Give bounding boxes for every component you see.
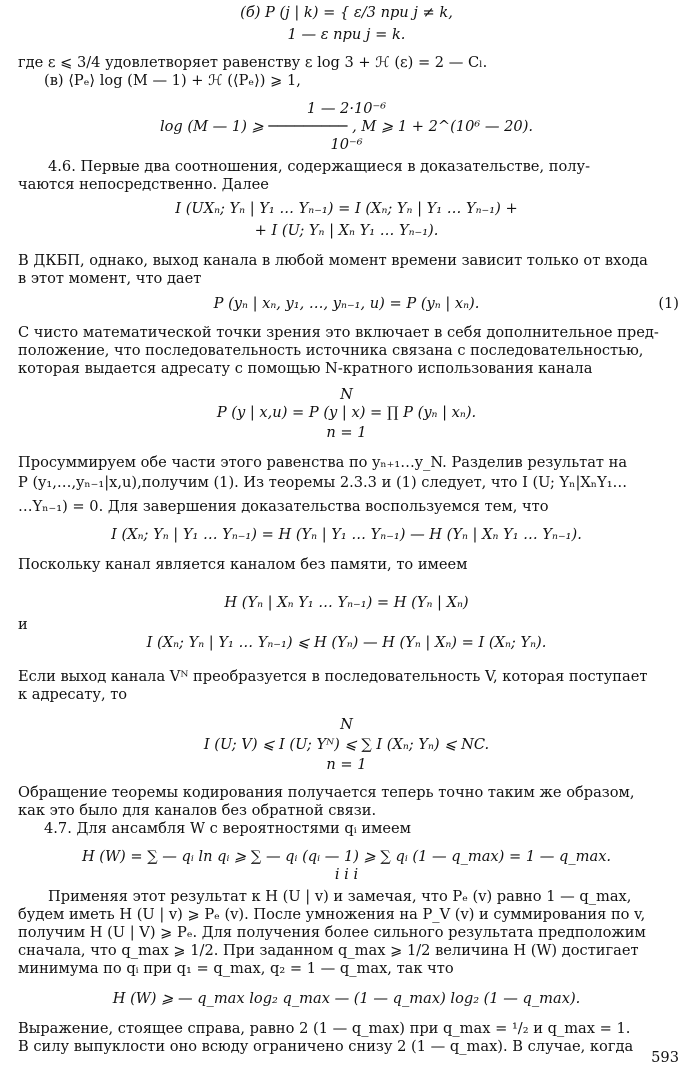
text-line: log (M — 1) ⩾ ───────── , M ⩾ 1 + 2^(10⁶ — 20). [159,118,534,135]
text-line: n = 1 [326,756,367,773]
text-line: Обращение теоремы кодирования получается теперь точно таким же образом, [18,784,635,801]
text-line: которая выдается адресату с помощью N-кратного использования канала [18,360,593,377]
text-line: (б) P (j | k) = { ε/3 при j ≠ k, [240,4,453,21]
text-line: 1 — 2·10⁻⁶ [306,100,387,117]
text-line: N [340,716,353,733]
text-line: + I (U; Yₙ | Xₙ Y₁ … Yₙ₋₁). [254,222,439,239]
text-line: Поскольку канал является каналом без памяти, то имеем [18,556,468,573]
text-line: Применяя этот результат к H (U | v) и замечая, что Pₑ (v) равно 1 — q_max, [48,888,632,905]
text-line: H (Yₙ | Xₙ Y₁ … Yₙ₋₁) = H (Yₙ | Xₙ) [224,594,469,611]
text-line: 10⁻⁶ [330,136,363,153]
text-line: к адресату, то [18,686,128,703]
text-line: 1 — ε при j = k. [287,26,406,43]
text-line: P (y₁,…,yₙ₋₁|x,u),получим (1). Из теоремы 2.3.3 и (1) следует, что I (U; Yₙ|XₙY₁… [18,474,628,491]
text-line: Просуммируем обе части этого равенства по yₙ₊₁…y_N. Разделив результат на [18,454,628,471]
text-line: I (U; V) ⩽ I (U; Yᴺ) ⩽ ∑ I (Xₙ; Yₙ) ⩽ NC. [203,736,490,753]
text-line: n = 1 [326,424,367,441]
text-line: I (UXₙ; Yₙ | Y₁ … Yₙ₋₁) = I (Xₙ; Yₙ | Y₁ … Yₙ₋₁) + [175,200,518,217]
page-number: 593 [651,1049,679,1066]
text-line: и [18,616,28,633]
text-line: (в) ⟨Pₑ⟩ log (M — 1) + ℋ (⟨Pₑ⟩) ⩾ 1, [44,72,301,89]
text-line: В силу выпуклости оно всюду ограничено снизу 2 (1 — q_max). В случае, когда [18,1038,634,1055]
text-line: I (Xₙ; Yₙ | Y₁ … Yₙ₋₁) = H (Yₙ | Y₁ … Yₙ₋₁) — H (Yₙ | Xₙ Y₁ … Yₙ₋₁). [111,526,582,543]
text-line: сначала, что q_max ⩾ 1/2. При заданном q_max ⩾ 1/2 величина H (W) достигает [18,942,639,959]
text-line: i i i [334,866,359,883]
text-line: Выражение, стоящее справа, равно 2 (1 — q_max) при q_max = ¹/₂ и q_max = 1. [18,1020,631,1037]
text-line: получим H (U | V) ⩾ Pₑ. Для получения более сильного результата предположим [18,924,646,941]
text-line: 4.7. Для ансамбля W с вероятностями qᵢ имеем [44,820,412,837]
equation-number: (1) [658,295,679,312]
text-line: минимума по qᵢ при q₁ = q_max, q₂ = 1 — q_max, так что [18,960,454,977]
text-line: H (W) ⩾ — q_max log₂ q_max — (1 — q_max) log₂ (1 — q_max). [112,990,581,1007]
text-line: I (Xₙ; Yₙ | Y₁ … Yₙ₋₁) ⩽ H (Yₙ) — H (Yₙ | Xₙ) = I (Xₙ; Yₙ). [146,634,547,651]
text-line: N [340,386,353,403]
text-line: В ДКБП, однако, выход канала в любой момент времени зависит только от входа [18,252,648,269]
text-line: чаются непосредственно. Далее [18,176,269,193]
text-line: 4.6. Первые два соотношения, содержащиеся в доказательстве, полу- [48,158,591,175]
text-line: где ε ⩽ 3/4 удовлетворяет равенству ε log 3 + ℋ (ε) = 2 — Cₗ. [18,54,488,71]
text-line: С чисто математической точки зрения это включает в себя дополнительное пред- [18,324,659,341]
text-line: будем иметь H (U | v) ⩾ Pₑ (v). После умножения на P_V (v) и суммирования по v, [18,906,646,923]
text-line: …Yₙ₋₁) = 0. Для завершения доказательства воспользуемся тем, что [18,498,549,515]
text-line: как это было для каналов без обратной связи. [18,802,377,819]
text-line: в этот момент, что дает [18,270,202,287]
text-line: Если выход канала Vᴺ преобразуется в последовательность V, которая поступает [18,668,648,685]
text-line: положение, что последовательность источника связана с последовательностью, [18,342,644,359]
text-line: P (yₙ | xₙ, y₁, …, yₙ₋₁, u) = P (yₙ | xₙ). [213,295,480,312]
text-line: H (W) = ∑ — qᵢ ln qᵢ ⩾ ∑ — qᵢ (qᵢ — 1) ⩾ ∑ qᵢ (1 — q_max) = 1 — q_max. [81,848,612,865]
text-line: P (y | x,u) = P (y | x) = ∏ P (yₙ | xₙ). [216,404,477,421]
